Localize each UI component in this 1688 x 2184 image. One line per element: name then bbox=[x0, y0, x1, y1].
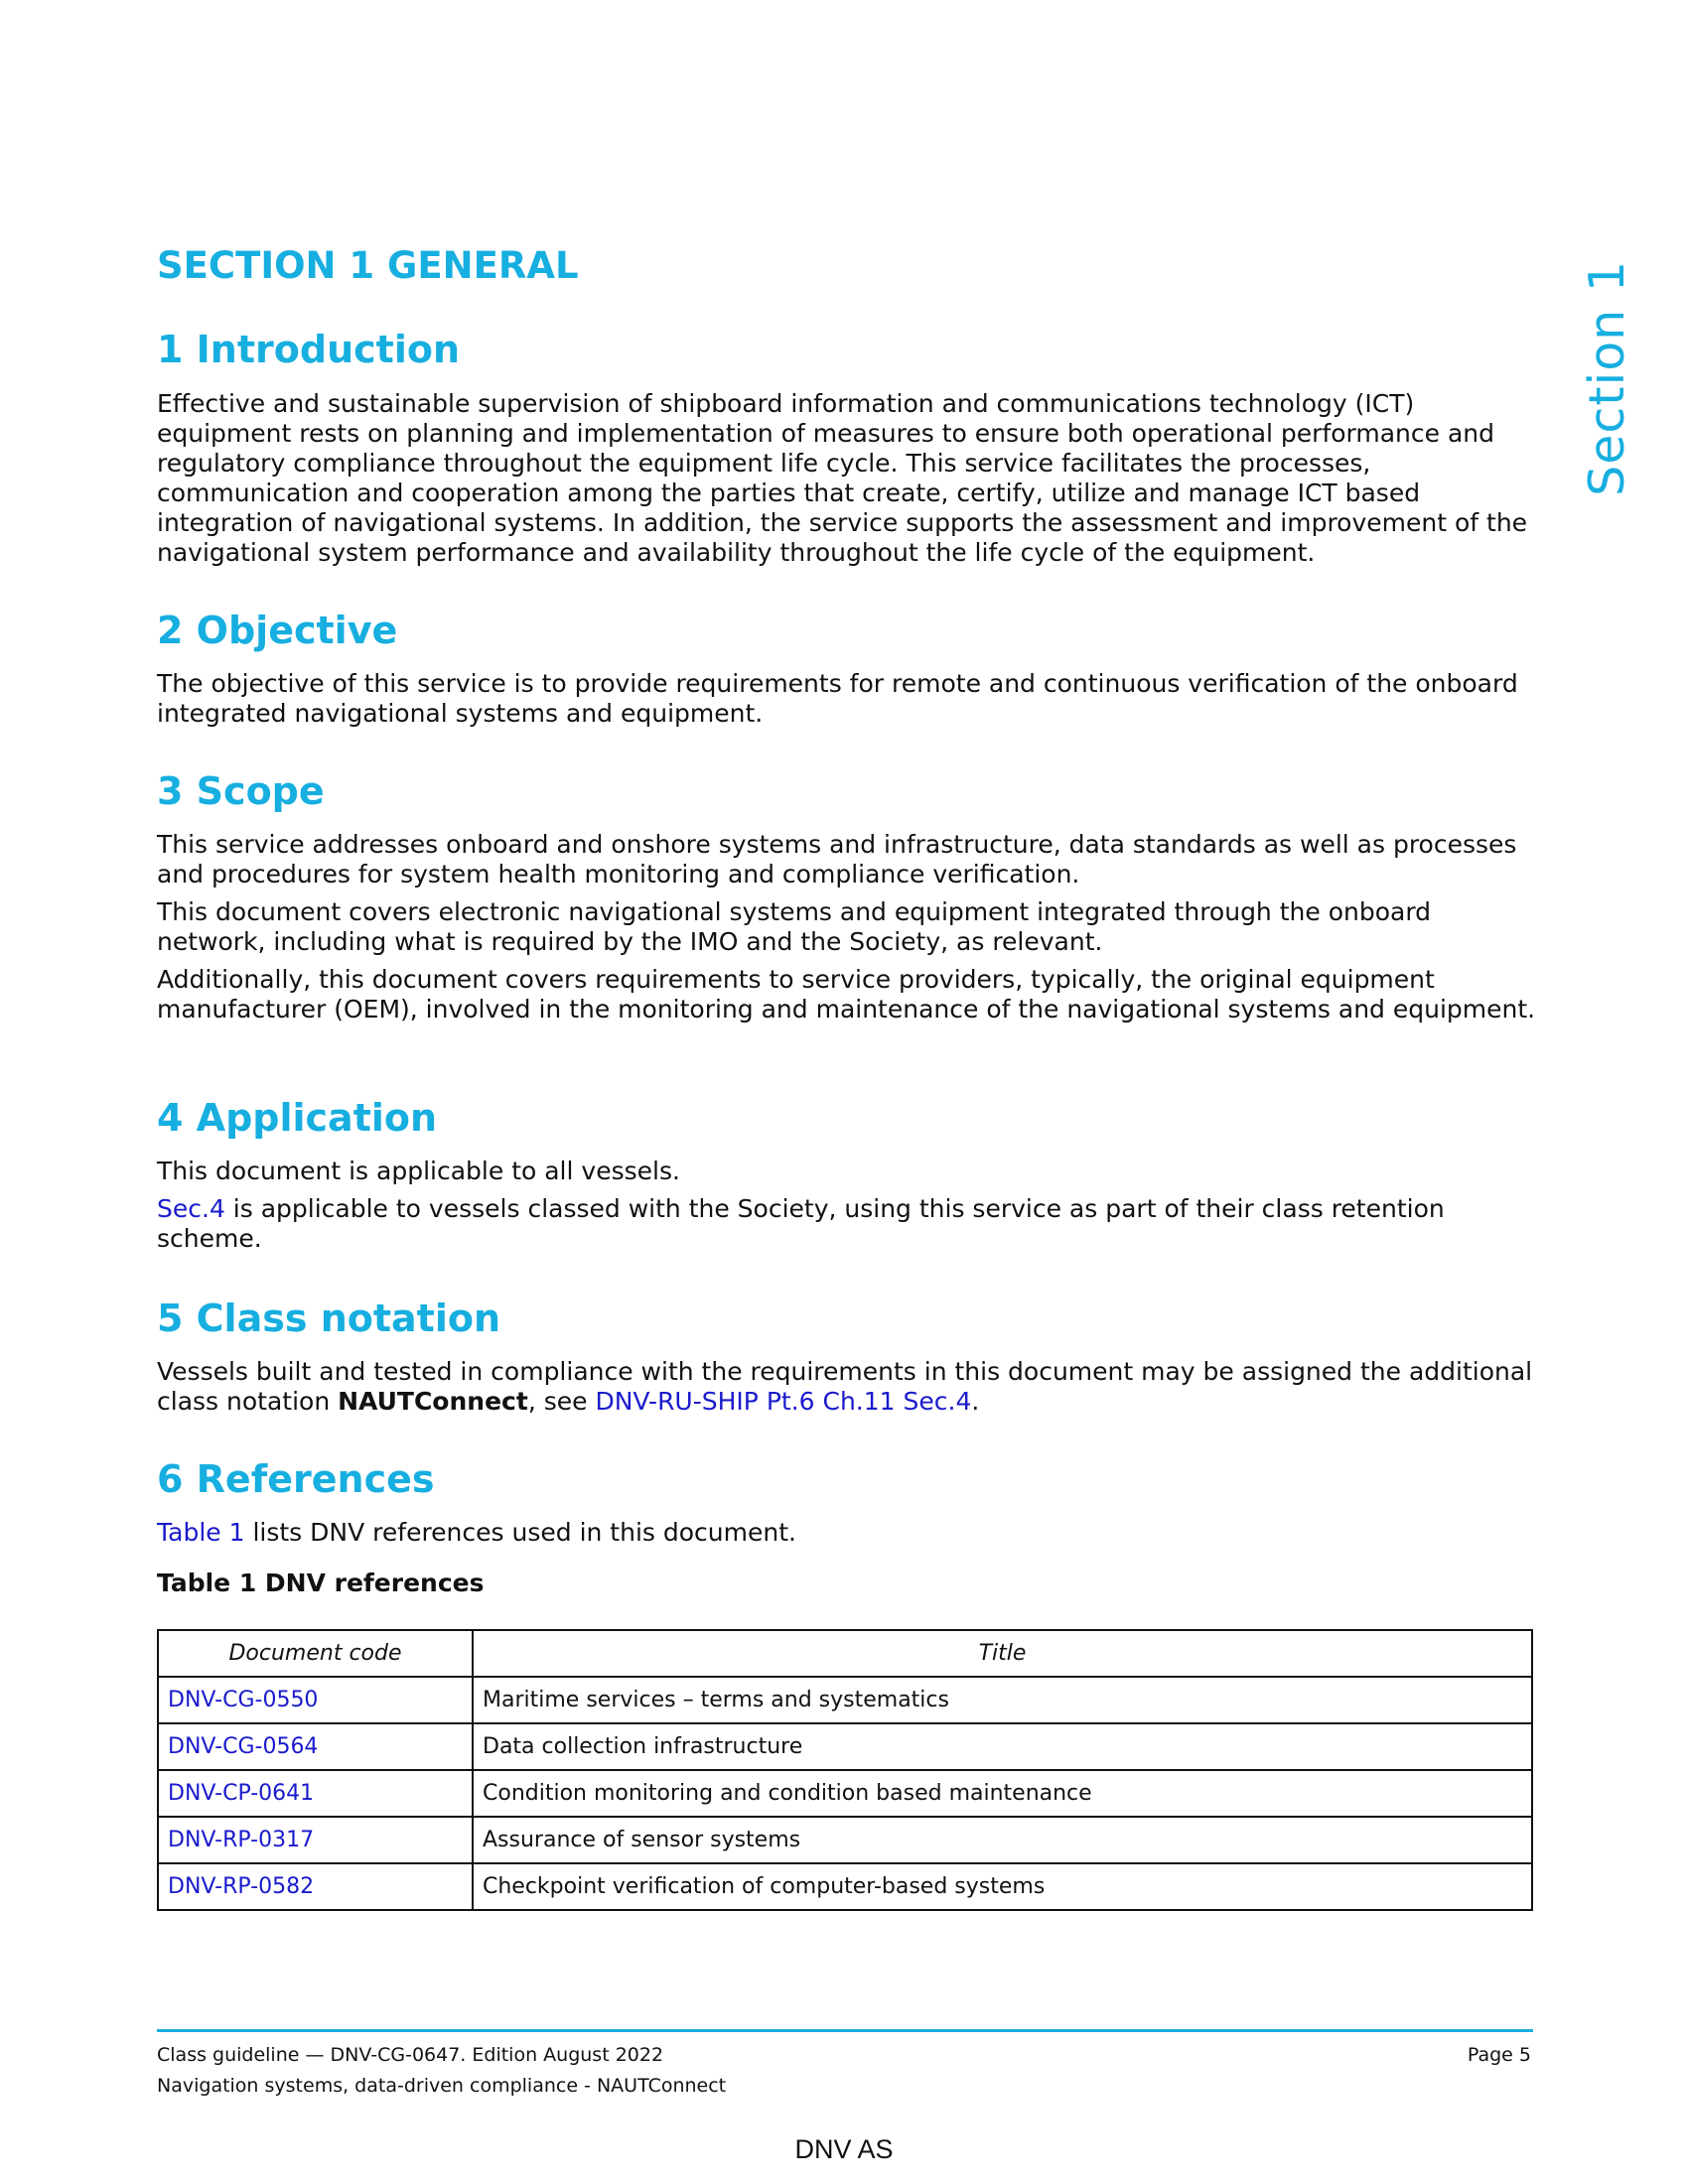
application-paragraph-2-text: is applicable to vessels classed with the Society, using this service as part of their class retention scheme. bbox=[157, 1194, 1445, 1253]
heading-references: 6 References bbox=[157, 1457, 435, 1501]
footer-info bbox=[157, 2040, 726, 2102]
table-1-link[interactable]: Table 1 bbox=[157, 1518, 245, 1547]
document-code-link[interactable]: DNV-RP-0317 bbox=[158, 1817, 473, 1863]
page-number: Page 5 bbox=[1467, 2044, 1531, 2066]
scope-paragraph-2: This document covers electronic navigational systems and equipment integrated through the onboard network, including what is required by the IMO and the Society, as relevant. bbox=[157, 897, 1432, 956]
document-code-link[interactable]: DNV-RP-0582 bbox=[158, 1863, 473, 1910]
company-name: DNV AS bbox=[794, 2134, 894, 2164]
table-caption: Table 1 DNV references bbox=[157, 1569, 485, 1597]
heading-application: 4 Application bbox=[157, 1096, 438, 1140]
document-title: Assurance of sensor systems bbox=[473, 1817, 1532, 1863]
document-title: Checkpoint verification of computer-based systems bbox=[473, 1863, 1532, 1910]
table-header-row bbox=[158, 1630, 1532, 1677]
document-title: Data collection infrastructure bbox=[473, 1723, 1532, 1770]
section-title: SECTION 1 GENERAL bbox=[157, 244, 579, 287]
references-intro bbox=[157, 1518, 1537, 1548]
document-code-link[interactable]: DNV-CG-0550 bbox=[158, 1677, 473, 1723]
class-notation-text-after: . bbox=[971, 1387, 980, 1416]
document-code-link[interactable]: DNV-CG-0564 bbox=[158, 1723, 473, 1770]
class-notation-text-mid: , see bbox=[527, 1387, 596, 1416]
document-code-link[interactable]: DNV-CP-0641 bbox=[158, 1770, 473, 1817]
sec4-link[interactable]: Sec.4 bbox=[157, 1194, 225, 1223]
table-row bbox=[158, 1863, 1532, 1910]
table-row bbox=[158, 1817, 1532, 1863]
heading-objective: 2 Objective bbox=[157, 609, 398, 652]
application-paragraph-2 bbox=[157, 1194, 1537, 1254]
class-notation-text-before: Vessels built and tested in compliance with the requirements in this document may be assigned the additional class notation bbox=[157, 1357, 1533, 1416]
heading-class-notation: 5 Class notation bbox=[157, 1297, 501, 1340]
introduction-text: Effective and sustainable supervision of shipboard information and communications technology (ICT) equipment rests on planning and implementation of measures to ensure both operational performance and regulatory compliance throughout the equipment life cycle. This service facilitates the processes, communication and cooperation among the parties that create, certify, utilize and manage ICT based integration of navigational systems. In addition, the service supports the assessment and improvement of the navigational system performance and availability throughout the life cycle of the equipment. bbox=[157, 389, 1528, 567]
scope-paragraph-3: Additionally, this document covers requirements to service providers, typically, the original equipment manufacturer (OEM), involved in the monitoring and maintenance of the navigational systems and equipment. bbox=[157, 965, 1536, 1024]
application-paragraph-1: This document is applicable to all vessels. bbox=[157, 1157, 680, 1185]
table-row bbox=[158, 1677, 1532, 1723]
table-row bbox=[158, 1770, 1532, 1817]
class-notation-text bbox=[157, 1357, 1537, 1417]
heading-scope: 3 Scope bbox=[157, 769, 325, 813]
section-side-tab: Section 1 bbox=[1579, 260, 1635, 496]
objective-text: The objective of this service is to provide requirements for remote and continuous verification of the onboard integrated navigational systems and equipment. bbox=[157, 669, 1518, 728]
header-document-code: Document code bbox=[158, 1630, 473, 1677]
footer-title-line: Navigation systems, data-driven compliance - NAUTConnect bbox=[157, 2075, 727, 2097]
rules-link[interactable]: DNV-RU-SHIP Pt.6 Ch.11 Sec.4 bbox=[595, 1387, 972, 1416]
references-intro-text: lists DNV references used in this document. bbox=[244, 1518, 796, 1547]
document-title: Maritime services – terms and systematics bbox=[473, 1677, 1532, 1723]
footer-divider bbox=[157, 2029, 1533, 2032]
heading-introduction: 1 Introduction bbox=[157, 328, 461, 371]
references-table bbox=[157, 1629, 1533, 1911]
footer-document-line: Class guideline — DNV-CG-0647. Edition August 2022 bbox=[157, 2044, 664, 2066]
notation-name: NAUTConnect bbox=[338, 1387, 528, 1416]
header-title: Title bbox=[473, 1630, 1532, 1677]
scope-paragraph-1: This service addresses onboard and onshore systems and infrastructure, data standards as well as processes and procedures for system health monitoring and compliance verification. bbox=[157, 830, 1517, 888]
document-title: Condition monitoring and condition based maintenance bbox=[473, 1770, 1532, 1817]
table-row bbox=[158, 1723, 1532, 1770]
